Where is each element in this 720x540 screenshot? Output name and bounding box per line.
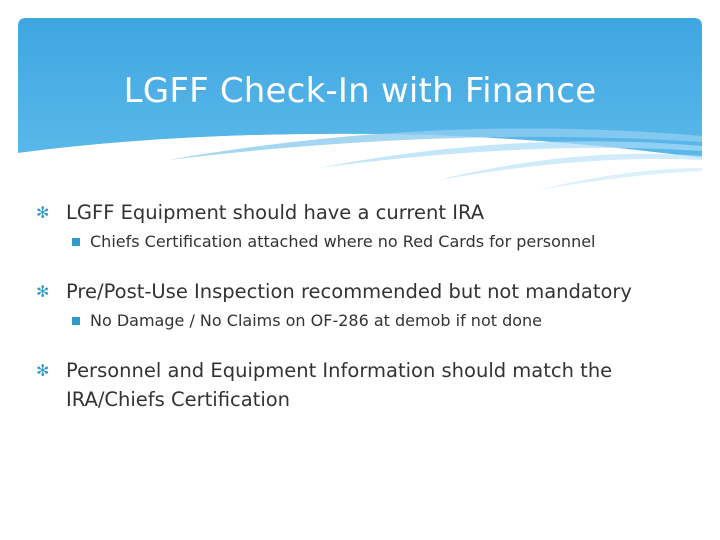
asterisk-bullet-icon: ✻ — [36, 203, 50, 222]
sub-bullet-text: No Damage / No Claims on OF-286 at demob if not done — [90, 311, 543, 330]
bullet-text: Personnel and Equipment Information should match the IRA/Chiefs Certification — [66, 359, 613, 411]
square-bullet-icon — [72, 317, 80, 325]
slide-title: LGFF Check-In with Finance — [123, 71, 597, 111]
bullet-item — [36, 198, 696, 227]
square-bullet-icon — [72, 238, 80, 246]
list-item — [36, 277, 696, 332]
sub-bullet-item — [36, 310, 696, 332]
bullet-item — [36, 356, 696, 414]
bullet-text: Pre/Post-Use Inspection recommended but not mandatory — [66, 280, 632, 303]
asterisk-bullet-icon: ✻ — [36, 282, 50, 301]
bullet-item — [36, 277, 696, 306]
list-item — [36, 356, 696, 414]
sub-bullet-text: Chiefs Certification attached where no Red Cards for personnel — [90, 232, 596, 251]
list-item — [36, 198, 696, 253]
bullet-list — [36, 198, 696, 438]
asterisk-bullet-icon: ✻ — [36, 361, 50, 380]
title-banner — [18, 18, 702, 193]
sub-bullet-item — [36, 231, 696, 253]
bullet-text: LGFF Equipment should have a current IRA — [66, 201, 485, 224]
